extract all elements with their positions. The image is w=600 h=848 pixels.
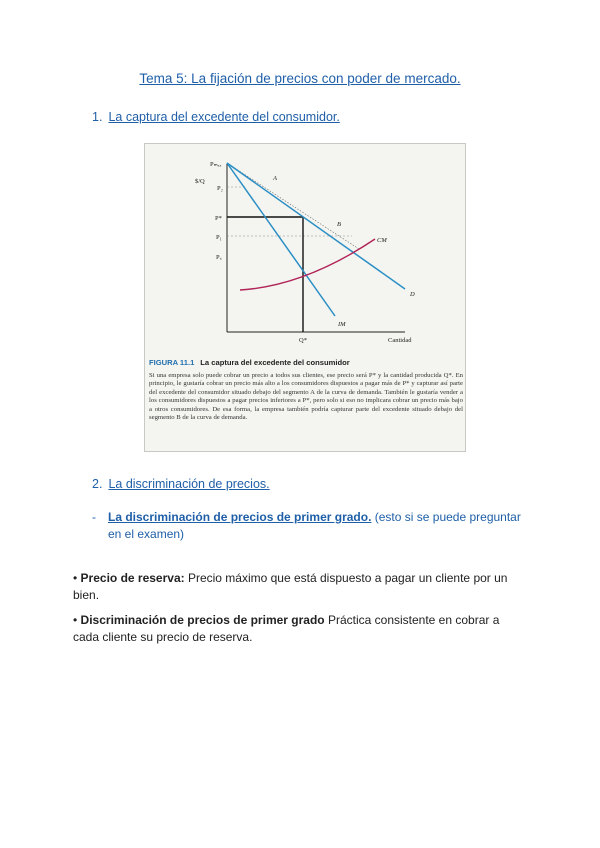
cm-label: CM	[377, 237, 387, 244]
dollars-per-q-label: $/Q	[195, 178, 205, 185]
section-heading-1	[92, 110, 340, 124]
figure-chart	[145, 144, 465, 356]
bullet-term: Discriminación de precios de primer grado	[80, 613, 325, 627]
p2-label: P₂	[217, 185, 223, 192]
figure-caption	[149, 358, 461, 367]
subitem-title: La discriminación de precios de primer grado.	[108, 510, 372, 524]
demand-curve	[227, 163, 405, 289]
figure-number: FIGURA 11.1	[149, 358, 195, 367]
qstar-label: Q*	[299, 337, 307, 344]
pmax-label: Pₘₐₓ	[210, 161, 222, 168]
figure-caption-title: La captura del excedente del consumidor	[200, 358, 350, 367]
marginal-cost-curve	[240, 239, 375, 290]
bullet-term: Precio de reserva:	[80, 571, 185, 585]
pc-label: P꜀	[216, 254, 222, 261]
subitem-note: (esto si se puede preguntar en el examen)	[108, 510, 521, 541]
demand-label: D	[410, 291, 415, 298]
bullet-text: Práctica consistente en cobrar a cada cliente su precio de reserva.	[73, 613, 500, 644]
bullet-marker: •	[73, 613, 78, 627]
section-heading-2	[92, 477, 270, 491]
im-label: IM	[338, 321, 346, 328]
section-number: 2.	[92, 477, 103, 491]
bullet-marker: •	[73, 571, 78, 585]
dash-marker: -	[92, 510, 96, 524]
bullet-discriminacion	[73, 612, 523, 646]
segment-a-label: A	[273, 175, 277, 182]
section-label: La discriminación de precios.	[108, 477, 270, 491]
figure-caption-text: Si una empresa solo puede cobrar un precio a todos sus clientes, ese precio será P* y la cantidad producida Q*. En principio, le gustaría cobrar un precio más alto a los consumidores dispuestos a pagar más de P* y capturar así parte del excedente del consumidor situado debajo del segmento A de la curva de demanda. También le gustaría vender a los consumidores dispuestos a pagar precios inferiores a P*, pero solo si eso no implicara cobrar un precio más bajo a otros consumidores. De esa forma, la empresa también podría capturar parte del excedente situado debajo del segmento B de la curva de demanda.	[149, 372, 463, 422]
marginal-revenue-curve	[227, 163, 335, 316]
section-label: La captura del excedente del consumidor.	[108, 110, 340, 124]
bullet-text: Precio máximo que está dispuesto a pagar un cliente por un bien.	[73, 571, 508, 602]
section-number: 1.	[92, 110, 103, 124]
subitem-first-degree	[92, 509, 532, 543]
p1-label: P₁	[216, 234, 222, 241]
figure-11-1	[144, 143, 466, 452]
quantity-label: Cantidad	[388, 337, 412, 344]
bullet-precio-reserva	[73, 570, 523, 604]
page-title: Tema 5: La fijación de precios con poder de mercado.	[139, 71, 461, 86]
segment-b-label: B	[337, 221, 341, 228]
pstar-label: P*	[215, 215, 222, 222]
